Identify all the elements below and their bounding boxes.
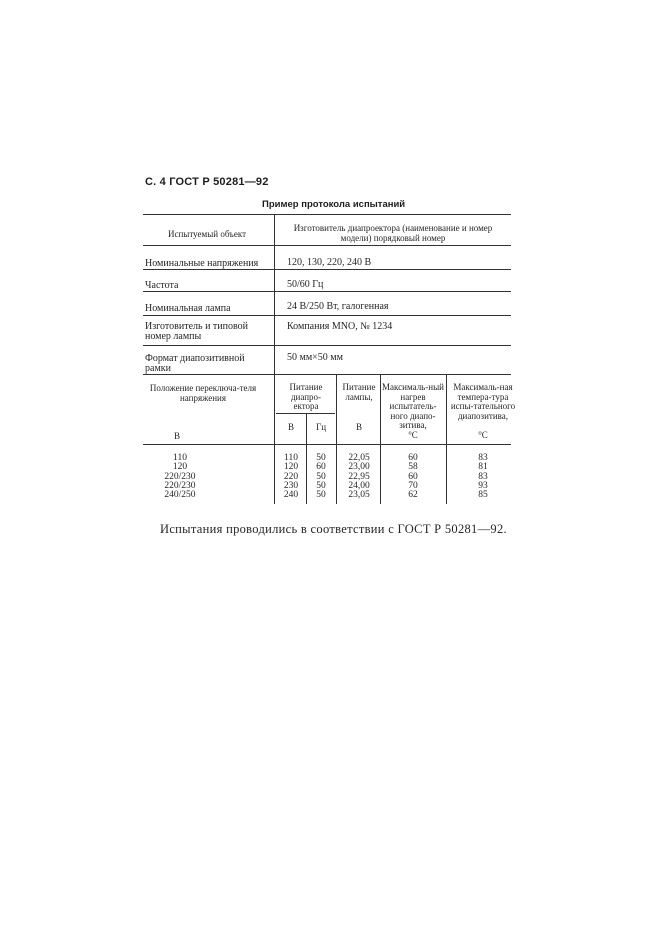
rule-units [143,444,511,445]
row-value-frame-format: 50 мм×50 мм [287,352,343,363]
cell: 60 [408,471,418,482]
cell: 93 [478,480,488,491]
row-value-voltages: 120, 130, 220, 240 В [287,257,372,268]
cell: 85 [478,490,488,501]
cell: 120 [172,462,188,473]
head-max-heating-unit: °C [408,430,418,440]
row-label-voltages: Номинальные напряжения [145,258,259,269]
head-switch-position: Положение переключа-теля напряжения [149,383,257,403]
cell: 240/250 [164,490,196,501]
head-max-temperature: Максималь-ная темпера-тура испы-тательного диапозитива, [450,382,516,421]
head-lamp-power: Питание лампы, [342,382,376,402]
head-max-heating: Максималь-ный нагрев испытатель-ного диапо-зитива, [382,382,444,430]
cell: 50 [316,490,326,501]
rule-row5 [143,374,511,375]
cell: 23,00 [348,462,370,473]
cell: 60 [316,462,326,473]
cell: 50 [316,453,326,463]
cell: 110 [284,453,298,463]
col-lamp-power [338,454,380,500]
head-max-temperature-unit: °C [478,430,488,440]
rule-row1 [143,269,511,270]
cell: 220/230 [164,480,196,491]
cell: 240 [283,490,299,501]
row-label-frequency: Частота [145,280,179,291]
rule-row3 [143,315,511,316]
row-label-frame-format: Формат диапозитивной рамки [145,353,245,374]
head-manufacturer: Изготовитель диапроектора (наименование и номер модели) порядковый номер [293,223,493,243]
head-projector-volt-unit: В [287,422,294,432]
footer-note: Испытания проводились в соответствии с ГОСТ Р 50281—92. [160,522,507,536]
rule-head [143,245,511,246]
divider-heat-temp [446,374,447,504]
cell: 110 [173,453,187,463]
cell: 81 [478,462,488,473]
cell: 50 [316,480,326,491]
row-label-lamp: Номинальная лампа [145,303,231,314]
head-object: Испытуемый объект [167,229,247,239]
cell: 230 [283,480,299,491]
cell: 70 [408,480,418,491]
row-value-lamp: 24 В/250 Вт, галогенная [287,301,389,312]
cell: 22,95 [348,471,370,482]
divider-lamp-heat [380,374,381,504]
col-max-temperature [448,454,518,500]
cell: 58 [408,462,418,473]
cell: 220/230 [164,471,196,482]
cell: 220 [283,471,299,482]
head-lamp-unit: В [355,422,362,432]
head-projector-hz-unit: Гц [315,422,327,432]
cell: 120 [283,462,299,473]
cell: 50 [316,471,326,482]
cell: 60 [408,453,418,463]
col-projector-hz [307,454,335,500]
page-header: С. 4 ГОСТ Р 50281—92 [145,176,269,188]
cell: 23,05 [348,490,370,501]
cell: 83 [478,471,488,482]
head-switch-unit: В [174,431,181,441]
col-projector-volt [277,454,305,500]
col-switch-position [150,454,210,500]
divider-power-lamp [336,374,337,504]
col-max-heating [382,454,444,500]
divider-main [274,214,275,504]
cell: 83 [478,453,488,463]
rule-row2 [143,291,511,292]
rule-top [143,214,511,215]
row-value-frequency: 50/60 Гц [287,279,324,290]
cell: 62 [408,490,418,501]
rule-row4 [143,345,511,346]
row-value-lamp-maker: Компания MNO, № 1234 [287,321,393,332]
table-title: Пример протокола испытаний [262,199,406,210]
cell: 22,05 [348,453,370,463]
cell: 24,00 [348,480,370,491]
head-projector-power: Питание диапро-ектора [289,382,323,411]
row-label-lamp-maker: Изготовитель и типовой номер лампы [145,321,248,342]
